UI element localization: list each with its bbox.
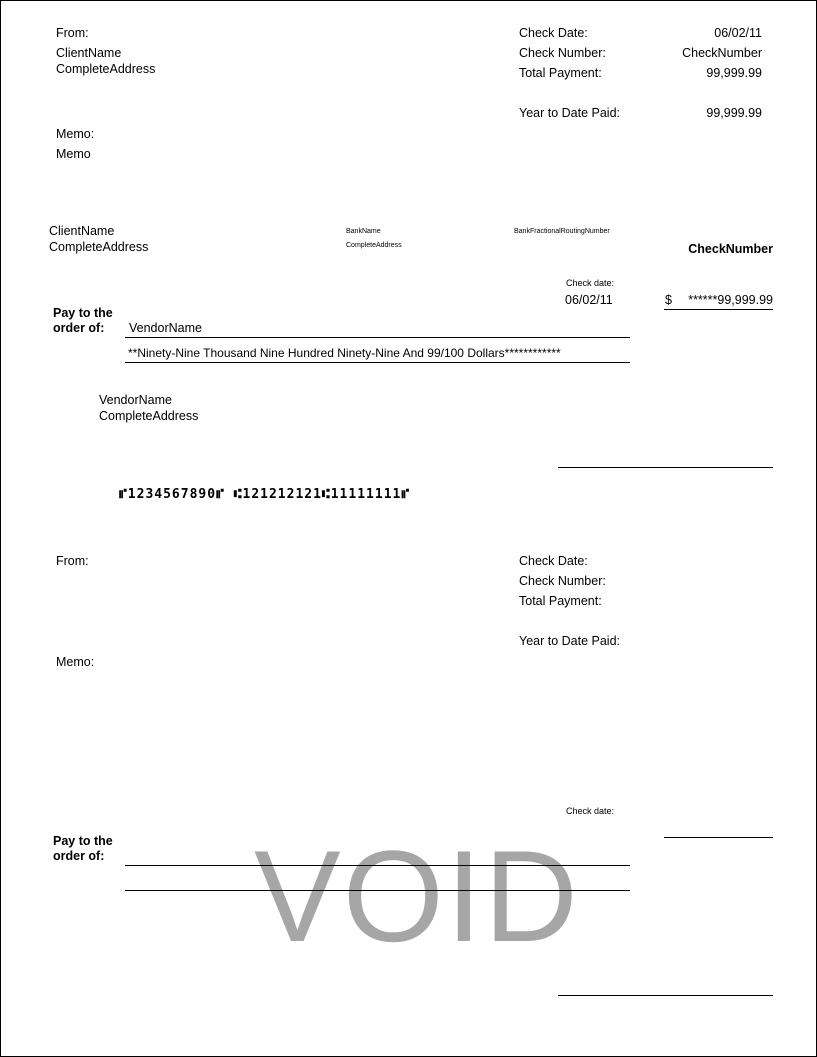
check1-check-date-value: 06/02/11 [565, 293, 613, 307]
stub2-check-date-label: Check Date: [519, 554, 588, 568]
check2-amount-words-line [125, 890, 630, 891]
stub1-ytd-label: Year to Date Paid: [519, 106, 620, 120]
check1-bank-address: CompleteAddress [346, 242, 402, 249]
stub2-memo-label: Memo: [56, 655, 95, 669]
stub1-ytd-value: 99,999.99 [706, 106, 762, 120]
check1-signature-line [558, 467, 773, 468]
stub1-check-number-value: CheckNumber [682, 46, 762, 60]
check2-check-date-label: Check date: [566, 806, 615, 816]
check1-currency-symbol: $ [665, 293, 672, 307]
check1-micr-line: ⑈1234567890⑈ ⑆121212121⑆11111111⑈ [119, 487, 411, 502]
check1-payee-line [125, 337, 630, 338]
stub1-memo-label: Memo: [56, 127, 95, 141]
check1-pay-to-label-1: Pay to the [53, 306, 113, 320]
check1-client-name: ClientName [49, 224, 115, 238]
stub1-total-payment-label: Total Payment: [519, 66, 602, 80]
stub2-check-number-label: Check Number: [519, 574, 606, 588]
check2-signature-line [558, 995, 773, 996]
check1-amount-underline [664, 309, 773, 310]
check1-pay-to-label-2: order of: [53, 321, 105, 335]
check1-bank-routing: BankFractionalRoutingNumber [514, 228, 610, 235]
void-watermark: VOID [254, 823, 580, 969]
check2-pay-to-label-2: order of: [53, 849, 105, 863]
check1-vendor-name: VendorName [99, 393, 172, 407]
stub1-memo-value: Memo [56, 147, 91, 161]
stub1-total-payment-value: 99,999.99 [706, 66, 762, 80]
stub1-from-label: From: [56, 26, 89, 40]
stub1-client-name: ClientName [56, 46, 122, 60]
check1-amount-words: **Ninety-Nine Thousand Nine Hundred Ninety-Nine And 99/100 Dollars************ [128, 346, 561, 360]
stub2-ytd-label: Year to Date Paid: [519, 634, 620, 648]
check1-payee: VendorName [129, 321, 202, 335]
stub2-from-label: From: [56, 554, 89, 568]
stub1-check-date-value: 06/02/11 [714, 26, 762, 40]
stub2-total-payment-label: Total Payment: [519, 594, 602, 608]
check1-bank-name: BankName [346, 228, 381, 235]
check2-amount-underline [664, 837, 773, 838]
check1-amount: ******99,999.99 [688, 293, 773, 307]
check1-amount-words-line [125, 362, 630, 363]
check1-vendor-address: CompleteAddress [99, 409, 199, 423]
check1-check-number: CheckNumber [688, 242, 773, 256]
check2-payee-line [125, 865, 630, 866]
check2-pay-to-label-1: Pay to the [53, 834, 113, 848]
stub1-check-number-label: Check Number: [519, 46, 606, 60]
stub1-check-date-label: Check Date: [519, 26, 588, 40]
check1-client-address: CompleteAddress [49, 240, 149, 254]
stub1-client-address: CompleteAddress [56, 62, 156, 76]
check1-check-date-label: Check date: [566, 278, 615, 288]
